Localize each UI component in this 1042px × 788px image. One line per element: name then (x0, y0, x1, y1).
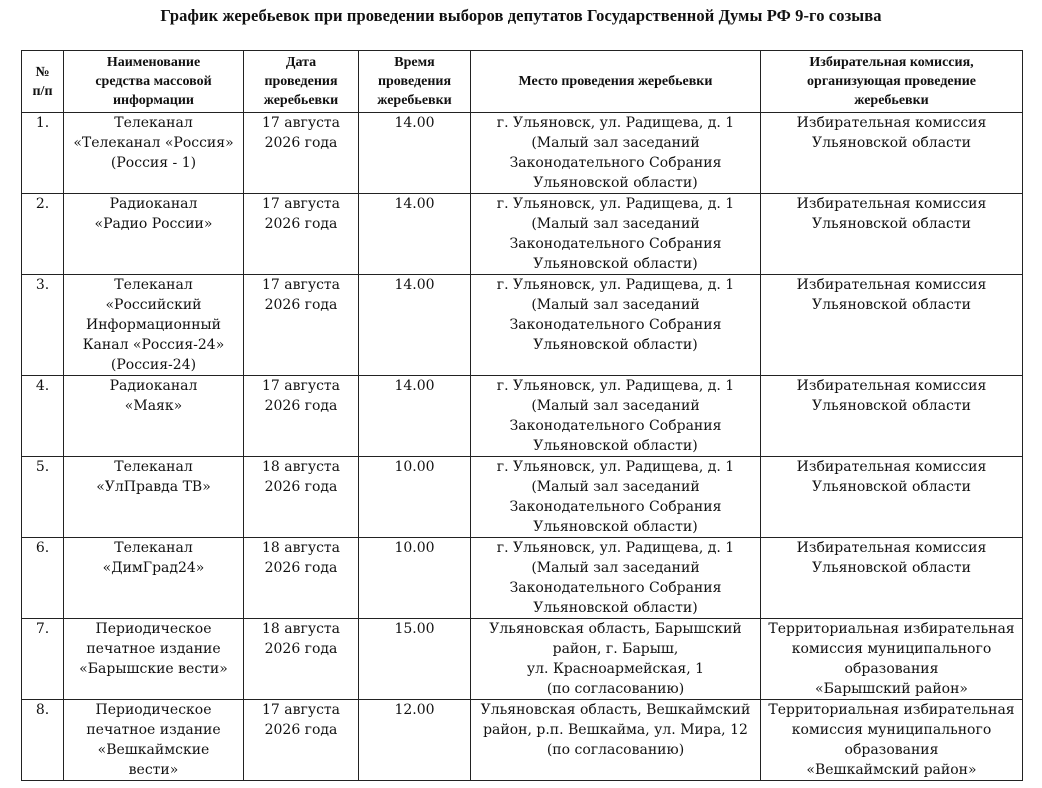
cell-line: Радиоканал (109, 378, 198, 394)
cell-commission (761, 275, 1023, 376)
cell-line: комиссия муниципального (791, 722, 992, 738)
cell-date (244, 376, 359, 457)
table-row (22, 457, 1023, 538)
cell-media-name (64, 275, 244, 376)
header-date (244, 51, 359, 113)
cell-line: г. Ульяновск, ул. Радищева, д. 1 (496, 540, 735, 556)
cell-line: Дата (285, 55, 317, 70)
cell-line: 2026 года (264, 398, 338, 414)
cell-line: Территориальная избирательная (768, 702, 1015, 718)
cell-line: (по согласованию) (546, 742, 685, 758)
header-number (22, 51, 64, 113)
cell-place (471, 538, 761, 619)
cell-line: г. Ульяновск, ул. Радищева, д. 1 (496, 459, 735, 475)
cell-line: 17 августа (262, 702, 340, 718)
cell-media-name (64, 194, 244, 275)
table-row (22, 538, 1023, 619)
cell-number: 7. (22, 619, 64, 700)
cell-line: печатное издание (86, 722, 221, 738)
cell-line: «ДимГрад24» (102, 560, 205, 576)
cell-line: Информационный (85, 317, 222, 333)
cell-line: (Малый зал заседаний (531, 216, 700, 232)
header-row (22, 51, 1023, 113)
cell-line: «Вешкаймский район» (806, 762, 977, 778)
cell-media-name (64, 700, 244, 781)
cell-time: 14.00 (359, 113, 471, 194)
cell-line: «Телеканал «Россия» (73, 135, 234, 151)
cell-line: Ульяновской области (812, 479, 971, 495)
cell-line: г. Ульяновск, ул. Радищева, д. 1 (496, 115, 735, 131)
cell-line: 2026 года (264, 560, 338, 576)
cell-line: Канал «Россия-24» (82, 337, 225, 353)
cell-date (244, 457, 359, 538)
cell-place (471, 275, 761, 376)
cell-time: 14.00 (359, 376, 471, 457)
cell-time: 10.00 (359, 457, 471, 538)
cell-line: «Барышские вести» (79, 661, 228, 677)
cell-date (244, 194, 359, 275)
cell-line: 2026 года (264, 641, 338, 657)
cell-line: (Малый зал заседаний (531, 479, 700, 495)
table-row (22, 275, 1023, 376)
cell-date (244, 538, 359, 619)
cell-line: Ульяновской области (812, 560, 971, 576)
cell-line: 2026 года (264, 722, 338, 738)
cell-line: печатное издание (86, 641, 221, 657)
cell-media-name (64, 457, 244, 538)
cell-line: район, р.п. Вешкайма, ул. Мира, 12 (483, 722, 748, 738)
cell-line: Периодическое (95, 621, 212, 637)
cell-line: Место проведения жеребьевки (518, 74, 713, 89)
cell-line: «Барышский район» (815, 681, 968, 697)
cell-line: г. Ульяновск, ул. Радищева, д. 1 (496, 277, 735, 293)
cell-line: Ульяновской области) (533, 175, 698, 191)
cell-line: (по согласованию) (546, 681, 685, 697)
cell-line: «Маяк» (124, 398, 183, 414)
cell-commission (761, 194, 1023, 275)
cell-line: Избирательная комиссия (796, 459, 987, 475)
cell-commission (761, 113, 1023, 194)
cell-line: Ульяновская область, Вешкаймский (480, 702, 751, 718)
cell-line: «Вешкаймские (97, 742, 210, 758)
cell-line: (Малый зал заседаний (531, 560, 700, 576)
schedule-table (21, 50, 1023, 781)
cell-time: 14.00 (359, 275, 471, 376)
cell-line: средства массовой (95, 74, 212, 89)
cell-line: 17 августа (262, 378, 340, 394)
cell-commission (761, 700, 1023, 781)
cell-time: 10.00 (359, 538, 471, 619)
cell-line: 2026 года (264, 216, 338, 232)
cell-line: Законодательного Собрания (509, 580, 722, 596)
cell-line: 2026 года (264, 479, 338, 495)
cell-line: 2026 года (264, 135, 338, 151)
cell-line: 2026 года (264, 297, 338, 313)
cell-line: образования (844, 742, 939, 758)
cell-line: Ульяновской области (812, 297, 971, 313)
cell-line: Ульяновской области) (533, 256, 698, 272)
cell-number: 3. (22, 275, 64, 376)
cell-line: (Россия - 1) (110, 155, 197, 171)
cell-line: Ульяновской области) (533, 600, 698, 616)
cell-place (471, 619, 761, 700)
cell-time: 15.00 (359, 619, 471, 700)
cell-line: п/п (32, 83, 53, 99)
cell-date (244, 275, 359, 376)
cell-line: г. Ульяновск, ул. Радищева, д. 1 (496, 196, 735, 212)
cell-line: 18 августа (262, 540, 340, 556)
cell-line: 18 августа (262, 459, 340, 475)
cell-number: 5. (22, 457, 64, 538)
cell-line: Телеканал (114, 540, 193, 556)
cell-line: Избирательная комиссия (796, 196, 987, 212)
cell-line: (Малый зал заседаний (531, 297, 700, 313)
cell-line: Радиоканал (109, 196, 198, 212)
cell-line: жеребьевки (854, 93, 929, 108)
table-row (22, 619, 1023, 700)
cell-commission (761, 619, 1023, 700)
cell-line: Периодическое (95, 702, 212, 718)
cell-line: комиссия муниципального (791, 641, 992, 657)
cell-line: Избирательная комиссия (796, 540, 987, 556)
cell-line: жеребьевки (263, 93, 339, 108)
cell-line: «Радио России» (94, 216, 213, 232)
cell-line: Избирательная комиссия, (809, 55, 974, 70)
cell-line: жеребьевки (377, 93, 452, 108)
cell-line: Ульяновской области (812, 135, 971, 151)
cell-line: Ульяновская область, Барышский (489, 621, 742, 637)
cell-media-name (64, 619, 244, 700)
cell-line: Избирательная комиссия (796, 378, 987, 394)
cell-line: информации (112, 93, 195, 108)
cell-line: Ульяновской области) (533, 519, 698, 535)
cell-line: проведения (377, 74, 452, 89)
cell-media-name (64, 376, 244, 457)
cell-line: Ульяновской области (812, 398, 971, 414)
cell-date (244, 619, 359, 700)
cell-media-name (64, 538, 244, 619)
cell-line: Избирательная комиссия (796, 115, 987, 131)
table-row (22, 376, 1023, 457)
cell-line: Законодательного Собрания (509, 236, 722, 252)
cell-line: г. Ульяновск, ул. Радищева, д. 1 (496, 378, 735, 394)
cell-line: Ульяновской области) (533, 438, 698, 454)
cell-line: Ульяновской области (812, 216, 971, 232)
cell-line: Телеканал (114, 459, 193, 475)
cell-line: вести» (128, 762, 179, 778)
cell-line: «Российский (105, 297, 202, 313)
cell-place (471, 113, 761, 194)
document-title: График жеребьевок при проведении выборов депутатов Государственной Думы РФ 9-го созыва (160, 6, 882, 25)
cell-line: Территориальная избирательная (768, 621, 1015, 637)
cell-line: проведения (264, 74, 338, 89)
cell-line: 17 августа (262, 115, 340, 131)
cell-commission (761, 376, 1023, 457)
header-time (359, 51, 471, 113)
cell-date (244, 700, 359, 781)
cell-media-name (64, 113, 244, 194)
cell-place (471, 457, 761, 538)
cell-line: Избирательная комиссия (796, 277, 987, 293)
cell-line: ул. Красноармейская, 1 (526, 661, 705, 677)
table-row (22, 700, 1023, 781)
cell-time: 14.00 (359, 194, 471, 275)
cell-line: Законодательного Собрания (509, 499, 722, 515)
cell-line: 18 августа (262, 621, 340, 637)
cell-line: Законодательного Собрания (509, 317, 722, 333)
cell-line: образования (844, 661, 939, 677)
cell-number: 2. (22, 194, 64, 275)
cell-commission (761, 538, 1023, 619)
cell-line: Телеканал (114, 115, 193, 131)
header-media-name (64, 51, 244, 113)
cell-line: Ульяновской области) (533, 337, 698, 353)
table-row (22, 194, 1023, 275)
cell-line: район, г. Барыш, (552, 641, 679, 657)
cell-place (471, 700, 761, 781)
cell-number: 8. (22, 700, 64, 781)
table-row (22, 113, 1023, 194)
cell-line: (Россия-24) (110, 357, 197, 373)
cell-line: (Малый зал заседаний (531, 398, 700, 414)
table-body (22, 113, 1023, 781)
header-place (471, 51, 761, 113)
cell-commission (761, 457, 1023, 538)
cell-date (244, 113, 359, 194)
cell-line: Законодательного Собрания (509, 418, 722, 434)
cell-line: Законодательного Собрания (509, 155, 722, 171)
cell-line: Телеканал (114, 277, 193, 293)
cell-line: организующая проведение (807, 74, 976, 89)
cell-line: 17 августа (262, 277, 340, 293)
cell-number: 6. (22, 538, 64, 619)
cell-line: «УлПравда ТВ» (96, 479, 211, 495)
cell-place (471, 194, 761, 275)
cell-line: (Малый зал заседаний (531, 135, 700, 151)
cell-number: 4. (22, 376, 64, 457)
cell-line: Время (394, 55, 435, 70)
cell-line: Наименование (106, 55, 201, 70)
cell-line: № (35, 64, 50, 80)
cell-line: 17 августа (262, 196, 340, 212)
cell-number: 1. (22, 113, 64, 194)
cell-time: 12.00 (359, 700, 471, 781)
header-commission (761, 51, 1023, 113)
cell-place (471, 376, 761, 457)
